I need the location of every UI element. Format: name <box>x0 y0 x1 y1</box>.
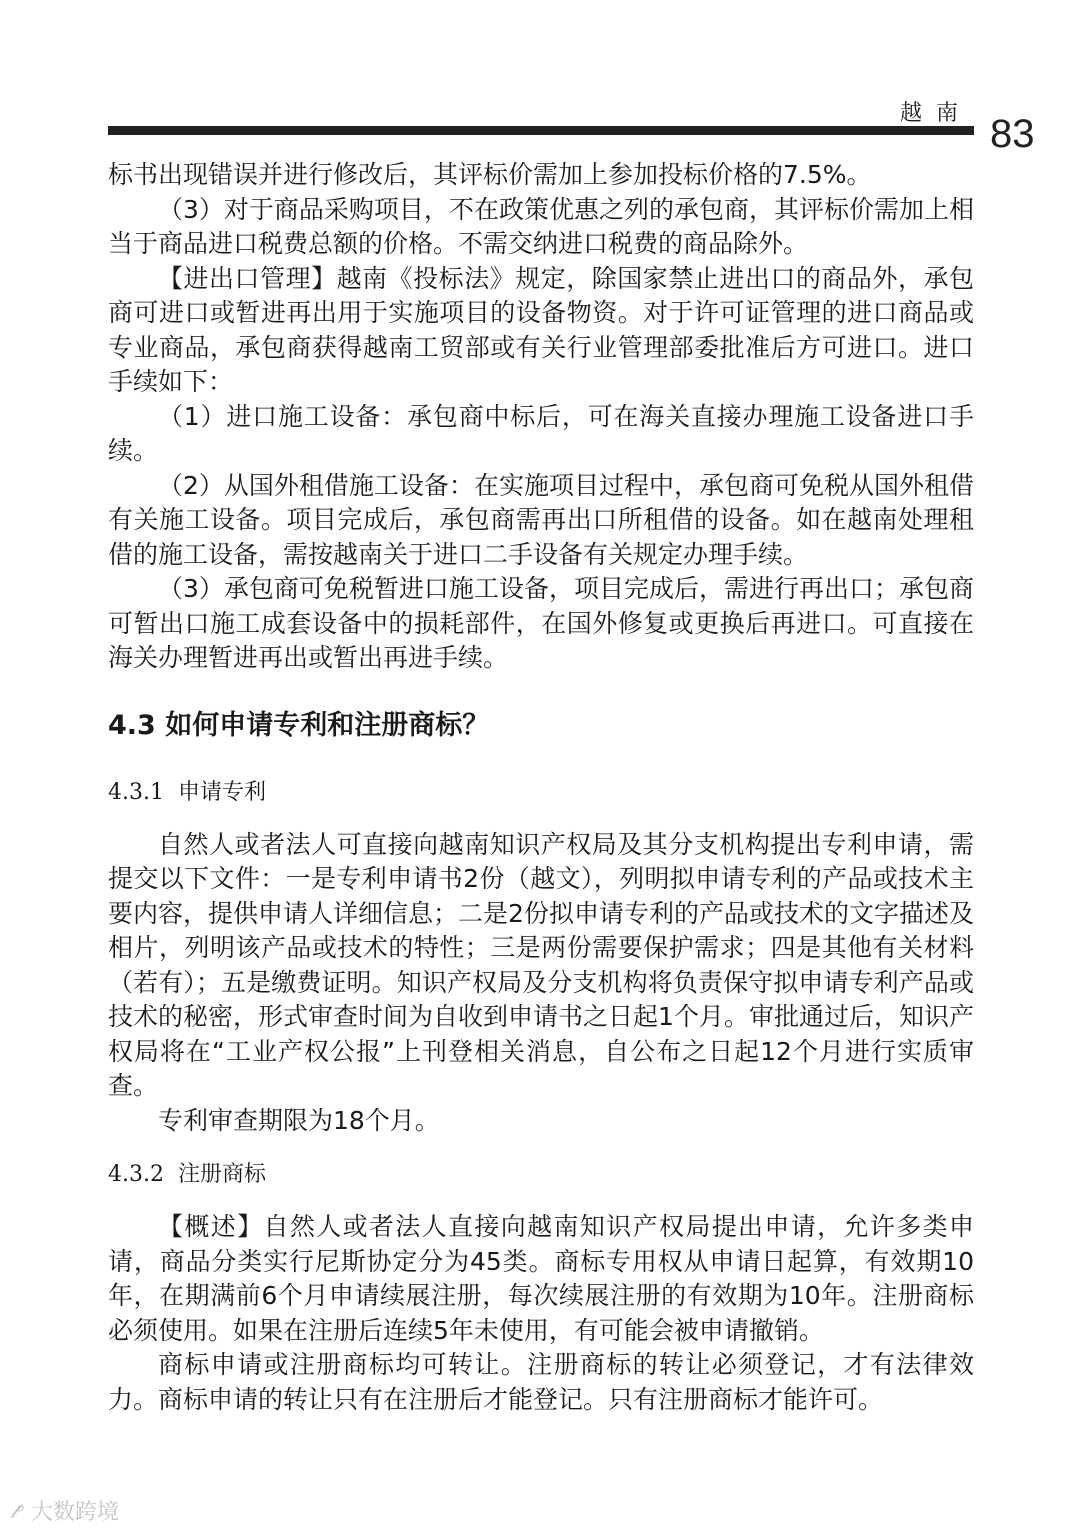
subsection-number: 4.3.1 <box>108 779 164 805</box>
watermark <box>10 1495 119 1526</box>
watermark-logo-icon: 𝓁ᵒ <box>10 1498 25 1523</box>
paragraph: （2）从国外租借施工设备：在实施项目过程中，承包商可免税从国外租借有关施工设备。项目完成后，承包商需再出口所租借的设备。如在越南处理租借的施工设备，需按越南关于进口二手设备有关规定办理手续。 <box>108 470 974 569</box>
page-number: 83 <box>990 112 1035 156</box>
header-rule <box>108 126 974 135</box>
subsection-heading <box>108 1160 974 1190</box>
subsection-title: 注册商标 <box>177 1162 266 1187</box>
paragraph: 商标申请或注册商标均可转让。注册商标的转让必须登记，才有法律效力。商标申请的转让只有在注册后才能登记。只有注册商标才能许可。 <box>108 1350 974 1414</box>
paragraph: （1）进口施工设备：承包商中标后，可在海关直接办理施工设备进口手续。 <box>108 401 974 465</box>
watermark-text: 大数跨境 <box>30 1500 119 1525</box>
paragraph: 专利审查期限为18个月。 <box>158 1105 440 1135</box>
section-heading: 4.3 如何申请专利和注册商标？ <box>108 709 490 741</box>
paragraph: 【概述】自然人或者法人直接向越南知识产权局提出申请，允许多类申请，商品分类实行尼斯协定分为45类。商标专用权从申请日起算，有效期10年，在期满前6个月申请续展注册，每次续展注册的有效期为10年。注册商标必须使用。如果在注册后连续5年未使用，有可能会被申请撤销。 <box>108 1212 974 1345</box>
paragraph: （3）对于商品采购项目，不在政策优惠之列的承包商，其评标价需加上相当于商品进口税费总额的价格。不需交纳进口税费的商品除外。 <box>108 194 974 258</box>
subsection-heading <box>108 778 974 808</box>
running-header-country: 越南 <box>899 101 972 126</box>
paragraph: （3）承包商可免税暂进口施工设备，项目完成后，需进行再出口；承包商可暂出口施工成套设备中的损耗部件，在国外修复或更换后再进口。可直接在海关办理暂进再出或暂出再进手续。 <box>108 574 974 672</box>
page-body <box>108 158 974 1417</box>
paragraph: 自然人或者法人可直接向越南知识产权局及其分支机构提出专利申请，需提交以下文件：一是专利申请书2份（越文），列明拟申请专利的产品或技术主要内容，提供申请人详细信息；二是2份拟申请专利的产品或技术的文字描述及相片，列明该产品或技术的特性；三是两份需要保护需求；四是其他有关材料（若有）；五是缴费证明。知识产权局及分支机构将负责保守拟申请专利产品或技术的秘密，形式审查时间为自收到申请书之日起1个月。审批通过后，知识产权局将在“工业产权公报”上刊登相关消息，自公布之日起12个月进行实质审查。 <box>108 829 974 1100</box>
paragraph: 标书出现错误并进行修改后，其评标价需加上参加投标价格的7.5%。 <box>108 160 872 189</box>
paragraph: 【进出口管理】越南《投标法》规定，除国家禁止进出口的商品外，承包商可进口或暂进再出用于实施项目的设备物资。对于许可证管理的进口商品或专业商品，承包商获得越南工贸部或有关行业管理部委批准后方可进口。进口手续如下： <box>108 263 974 396</box>
subsection-number: 4.3.2 <box>108 1162 164 1187</box>
subsection-title: 申请专利 <box>177 779 266 805</box>
